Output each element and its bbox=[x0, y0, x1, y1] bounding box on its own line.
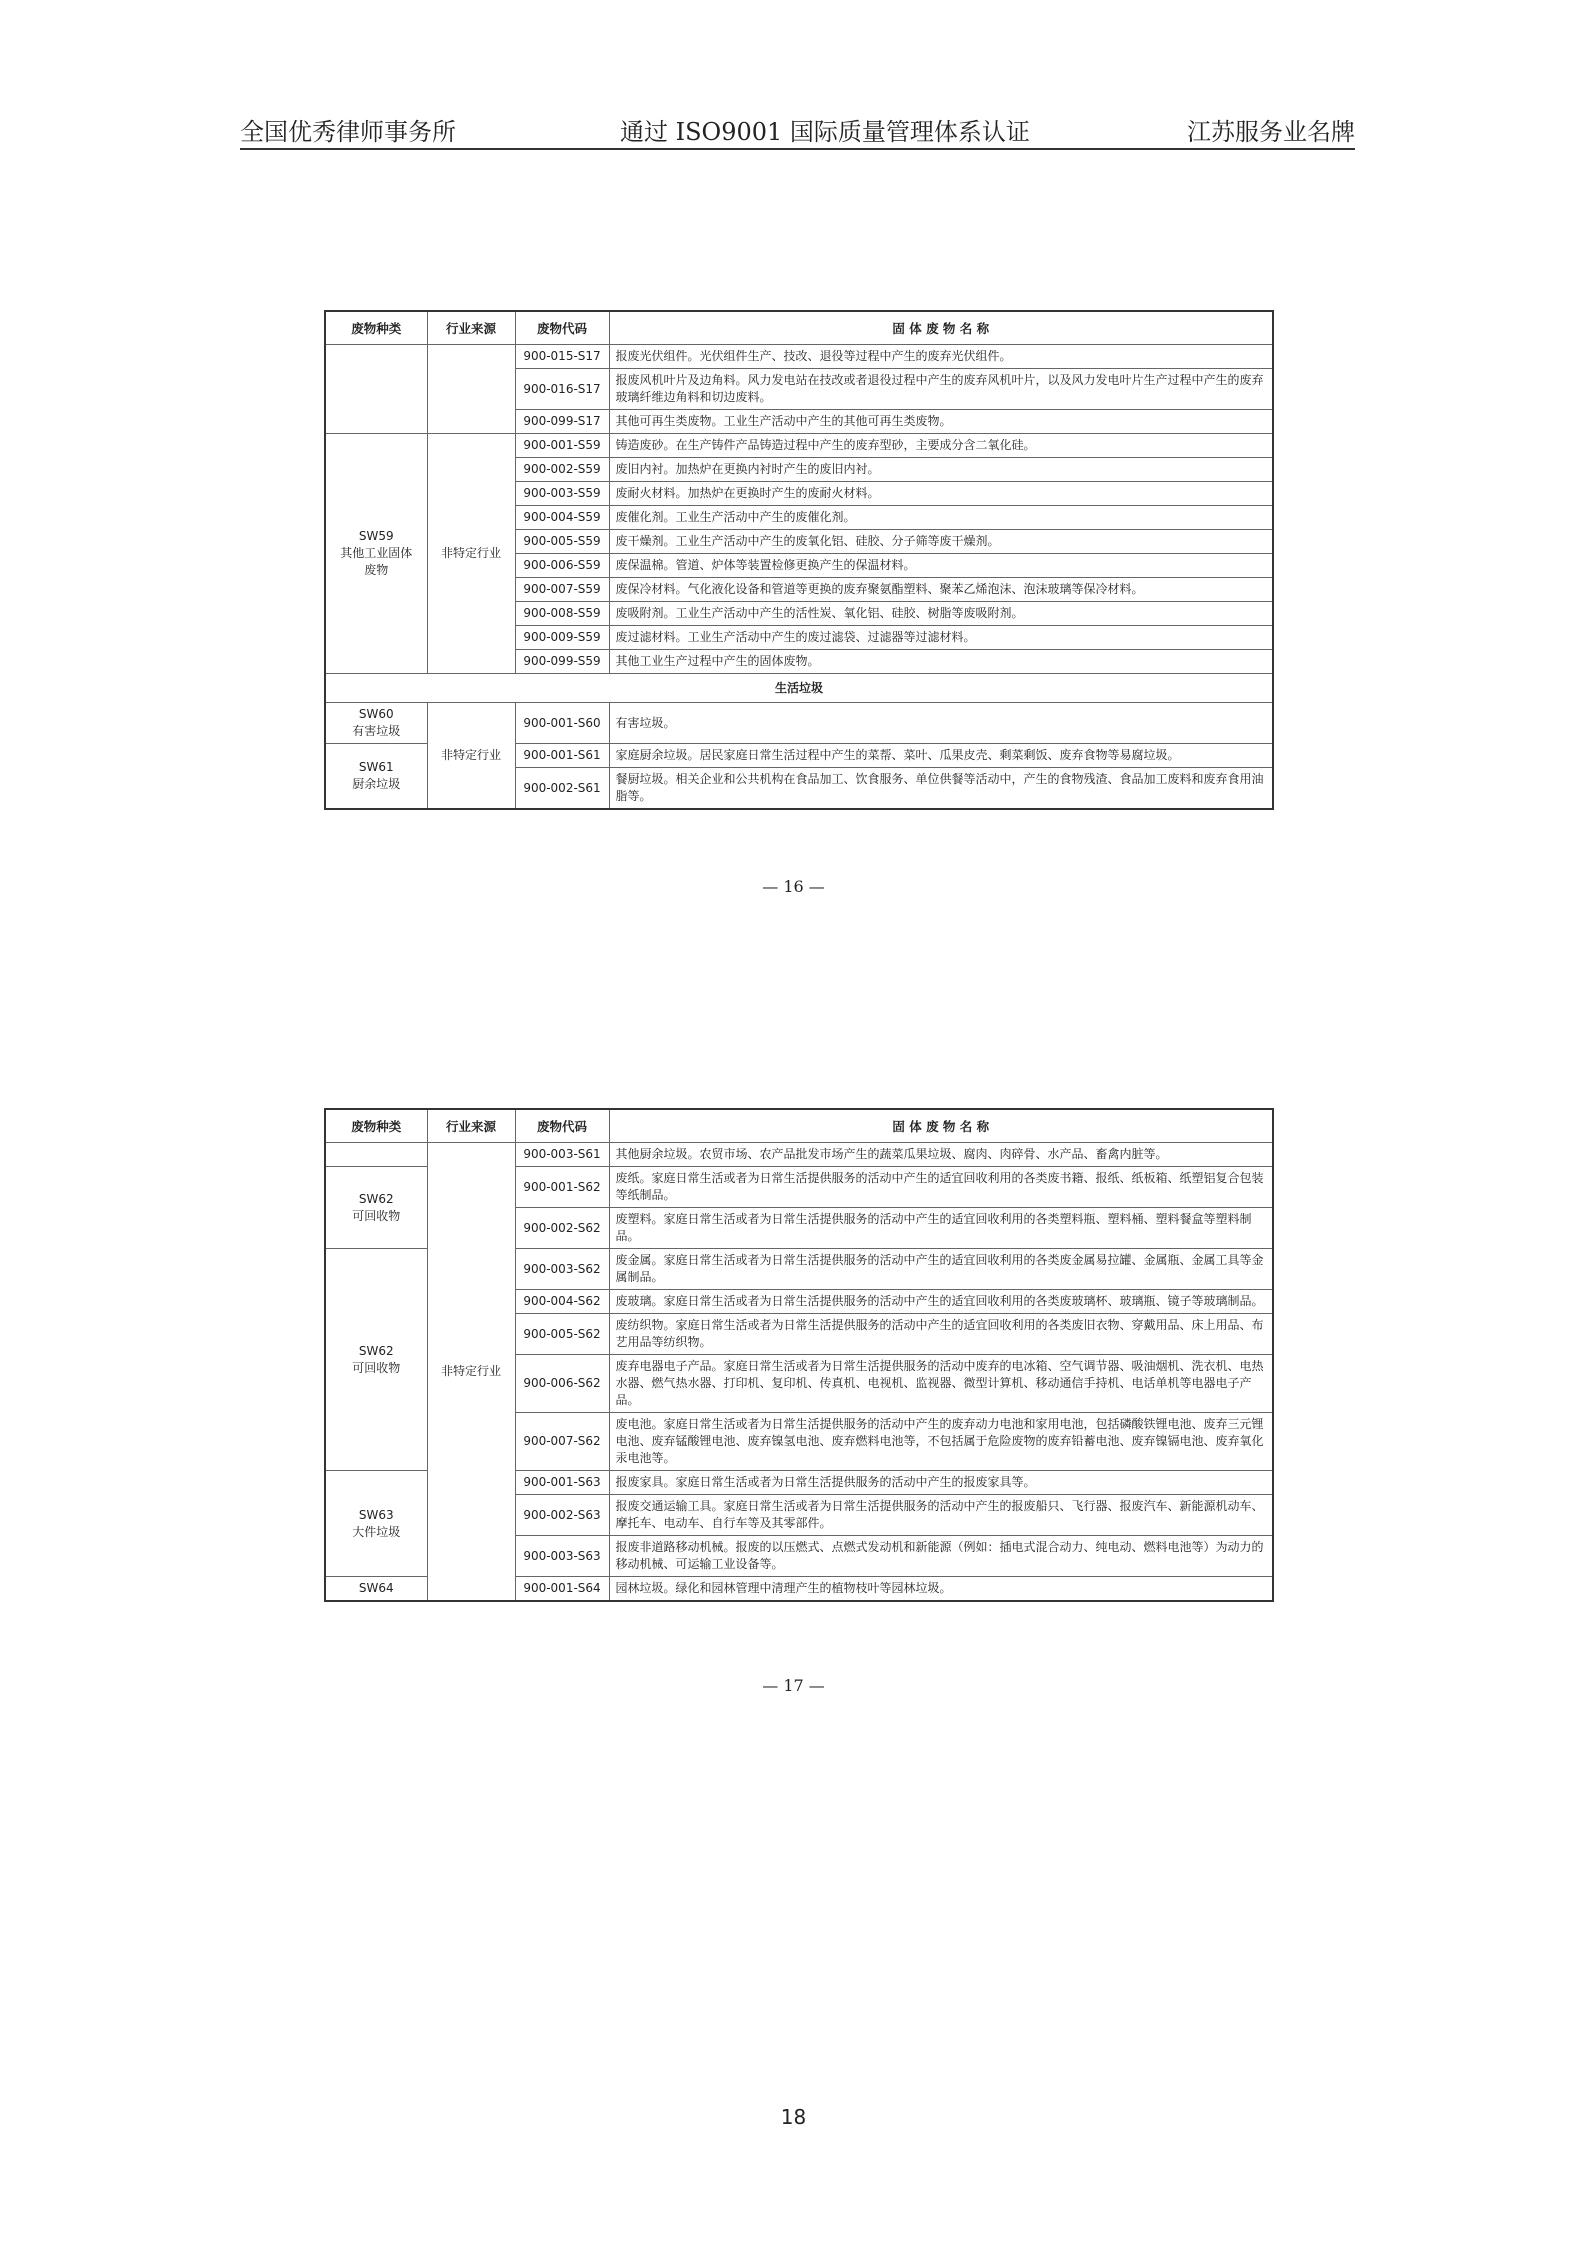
waste-description: 报废光伏组件。光伏组件生产、技改、退役等过程中产生的废弃光伏组件。 bbox=[609, 345, 1273, 369]
waste-description: 铸造废砂。在生产铸件产品铸造过程中产生的废弃型砂，主要成分含二氧化硅。 bbox=[609, 434, 1273, 458]
table-row bbox=[325, 703, 1273, 744]
table-row bbox=[325, 434, 1273, 458]
section-household-waste: 生活垃圾 bbox=[325, 674, 1273, 703]
col-header-source: 行业来源 bbox=[427, 1109, 515, 1143]
page-header bbox=[240, 108, 1355, 150]
table-header-row bbox=[325, 1109, 1273, 1143]
waste-description: 其他可再生类废物。工业生产活动中产生的其他可再生类废物。 bbox=[609, 410, 1273, 434]
waste-description: 废纺织物。家庭日常生活或者为日常生活提供服务的活动中产生的适宜回收利用的各类废旧衣物、穿戴用品、床上用品、布艺用品等纺织物。 bbox=[609, 1314, 1273, 1355]
waste-code: 900-099-S59 bbox=[515, 650, 609, 674]
col-header-name: 固 体 废 物 名 称 bbox=[609, 1109, 1273, 1143]
waste-code: 900-099-S17 bbox=[515, 410, 609, 434]
waste-code: 900-005-S59 bbox=[515, 530, 609, 554]
waste-description: 废催化剂。工业生产活动中产生的废催化剂。 bbox=[609, 506, 1273, 530]
waste-description: 有害垃圾。 bbox=[609, 703, 1273, 744]
waste-description: 报废家具。家庭日常生活或者为日常生活提供服务的活动中产生的报废家具等。 bbox=[609, 1471, 1273, 1495]
waste-code: 900-004-S59 bbox=[515, 506, 609, 530]
page-number-16: — 16 — bbox=[762, 877, 825, 896]
category-sw61: SW61 厨余垃圾 bbox=[325, 744, 427, 810]
source-sw59: 非特定行业 bbox=[427, 434, 515, 674]
col-header-category: 废物种类 bbox=[325, 1109, 427, 1143]
category-sw60: SW60 有害垃圾 bbox=[325, 703, 427, 744]
category-sw64: SW64 bbox=[325, 1577, 427, 1602]
waste-description: 家庭厨余垃圾。居民家庭日常生活过程中产生的菜帮、菜叶、瓜果皮壳、剩菜剩饭、废弃食物等易腐垃圾。 bbox=[609, 744, 1273, 768]
waste-code: 900-003-S61 bbox=[515, 1143, 609, 1167]
waste-code: 900-009-S59 bbox=[515, 626, 609, 650]
col-header-category: 废物种类 bbox=[325, 311, 427, 345]
waste-code: 900-002-S63 bbox=[515, 1495, 609, 1536]
waste-description: 废吸附剂。工业生产活动中产生的活性炭、氧化铝、硅胶、树脂等废吸附剂。 bbox=[609, 602, 1273, 626]
waste-description: 废金属。家庭日常生活或者为日常生活提供服务的活动中产生的适宜回收利用的各类废金属易拉罐、金属瓶、金属工具等金属制品。 bbox=[609, 1249, 1273, 1290]
header-left: 全国优秀律师事务所 bbox=[240, 118, 456, 146]
waste-description: 废塑料。家庭日常生活或者为日常生活提供服务的活动中产生的适宜回收利用的各类塑料瓶、塑料桶、塑料餐盒等塑料制品。 bbox=[609, 1208, 1273, 1249]
category-cell-empty bbox=[325, 345, 427, 434]
table-header-row bbox=[325, 311, 1273, 345]
waste-description: 废耐火材料。加热炉在更换时产生的废耐火材料。 bbox=[609, 482, 1273, 506]
col-header-code: 废物代码 bbox=[515, 311, 609, 345]
waste-description: 废保冷材料。气化液化设备和管道等更换的废弃聚氨酯塑料、聚苯乙烯泡沫、泡沫玻璃等保冷材料。 bbox=[609, 578, 1273, 602]
waste-table-page16 bbox=[324, 310, 1274, 810]
waste-code: 900-001-S60 bbox=[515, 703, 609, 744]
waste-description: 废纸。家庭日常生活或者为日常生活提供服务的活动中产生的适宜回收利用的各类废书籍、报纸、纸板箱、纸塑铝复合包装等纸制品。 bbox=[609, 1167, 1273, 1208]
waste-code: 900-006-S59 bbox=[515, 554, 609, 578]
waste-code: 900-001-S63 bbox=[515, 1471, 609, 1495]
waste-code: 900-003-S62 bbox=[515, 1249, 609, 1290]
waste-code: 900-003-S59 bbox=[515, 482, 609, 506]
waste-description: 废弃电器电子产品。家庭日常生活或者为日常生活提供服务的活动中废弃的电冰箱、空气调节器、吸油烟机、洗衣机、电热水器、燃气热水器、打印机、复印机、传真机、电视机、监视器、微型计算机、移动通信手持机、电话单机等电器电子产品。 bbox=[609, 1355, 1273, 1413]
waste-code: 900-007-S62 bbox=[515, 1413, 609, 1471]
header-right: 江苏服务业名牌 bbox=[1187, 118, 1355, 146]
table-row bbox=[325, 345, 1273, 369]
col-header-name: 固 体 废 物 名 称 bbox=[609, 311, 1273, 345]
waste-description: 餐厨垃圾。相关企业和公共机构在食品加工、饮食服务、单位供餐等活动中，产生的食物残渣、食品加工废料和废弃食用油脂等。 bbox=[609, 768, 1273, 810]
page-number-17: — 17 — bbox=[762, 1676, 825, 1695]
waste-code: 900-016-S17 bbox=[515, 369, 609, 410]
waste-description: 废玻璃。家庭日常生活或者为日常生活提供服务的活动中产生的适宜回收利用的各类废玻璃杯、玻璃瓶、镜子等玻璃制品。 bbox=[609, 1290, 1273, 1314]
waste-code: 900-001-S59 bbox=[515, 434, 609, 458]
waste-code: 900-002-S62 bbox=[515, 1208, 609, 1249]
waste-code: 900-003-S63 bbox=[515, 1536, 609, 1577]
col-header-code: 废物代码 bbox=[515, 1109, 609, 1143]
waste-description: 废电池。家庭日常生活或者为日常生活提供服务的活动中产生的废弃动力电池和家用电池，包括磷酸铁锂电池、废弃三元锂电池、废弃锰酸锂电池、废弃镍氢电池、废弃燃料电池等，不包括属于危险废物的废弃铅蓄电池、废弃镍镉电池、废弃氧化汞电池等。 bbox=[609, 1413, 1273, 1471]
waste-code: 900-008-S59 bbox=[515, 602, 609, 626]
waste-code: 900-007-S59 bbox=[515, 578, 609, 602]
col-header-source: 行业来源 bbox=[427, 311, 515, 345]
waste-description: 报废交通运输工具。家庭日常生活或者为日常生活提供服务的活动中产生的报废船只、飞行器、报废汽车、新能源机动车、摩托车、电动车、自行车等及其零部件。 bbox=[609, 1495, 1273, 1536]
waste-description: 废干燥剂。工业生产活动中产生的废氧化铝、硅胶、分子筛等废干燥剂。 bbox=[609, 530, 1273, 554]
waste-description: 报废风机叶片及边角料。风力发电站在技改或者退役过程中产生的废弃风机叶片，以及风力发电叶片生产过程中产生的废弃玻璃纤维边角料和切边废料。 bbox=[609, 369, 1273, 410]
waste-description: 园林垃圾。绿化和园林管理中清理产生的植物枝叶等园林垃圾。 bbox=[609, 1577, 1273, 1602]
source-cell-empty bbox=[427, 345, 515, 434]
category-sw62-a: SW62 可回收物 bbox=[325, 1167, 427, 1249]
waste-description: 报废非道路移动机械。报废的以压燃式、点燃式发动机和新能源（例如：插电式混合动力、纯电动、燃料电池等）为动力的移动机械、可运输工业设备等。 bbox=[609, 1536, 1273, 1577]
waste-code: 900-015-S17 bbox=[515, 345, 609, 369]
category-cell-empty bbox=[325, 1143, 427, 1167]
waste-code: 900-002-S59 bbox=[515, 458, 609, 482]
category-sw62-b: SW62 可回收物 bbox=[325, 1249, 427, 1471]
waste-code: 900-006-S62 bbox=[515, 1355, 609, 1413]
header-center: 通过 ISO9001 国际质量管理体系认证 bbox=[620, 118, 1030, 146]
waste-code: 900-005-S62 bbox=[515, 1314, 609, 1355]
waste-code: 900-001-S62 bbox=[515, 1167, 609, 1208]
waste-code: 900-001-S64 bbox=[515, 1577, 609, 1602]
table-row bbox=[325, 1143, 1273, 1167]
waste-description: 废保温棉。管道、炉体等装置检修更换产生的保温材料。 bbox=[609, 554, 1273, 578]
category-sw63: SW63 大件垃圾 bbox=[325, 1471, 427, 1577]
category-sw59: SW59 其他工业固体 废物 bbox=[325, 434, 427, 674]
waste-description: 其他厨余垃圾。农贸市场、农产品批发市场产生的蔬菜瓜果垃圾、腐肉、肉碎骨、水产品、畜禽内脏等。 bbox=[609, 1143, 1273, 1167]
page-number-18: 18 bbox=[780, 2105, 807, 2129]
section-row bbox=[325, 674, 1273, 703]
source-household: 非特定行业 bbox=[427, 703, 515, 810]
source-nonspecific: 非特定行业 bbox=[427, 1143, 515, 1602]
waste-description: 废旧内衬。加热炉在更换内衬时产生的废旧内衬。 bbox=[609, 458, 1273, 482]
waste-description: 其他工业生产过程中产生的固体废物。 bbox=[609, 650, 1273, 674]
waste-table-page17 bbox=[324, 1108, 1274, 1602]
waste-code: 900-001-S61 bbox=[515, 744, 609, 768]
waste-code: 900-004-S62 bbox=[515, 1290, 609, 1314]
waste-code: 900-002-S61 bbox=[515, 768, 609, 810]
waste-description: 废过滤材料。工业生产活动中产生的废过滤袋、过滤器等过滤材料。 bbox=[609, 626, 1273, 650]
